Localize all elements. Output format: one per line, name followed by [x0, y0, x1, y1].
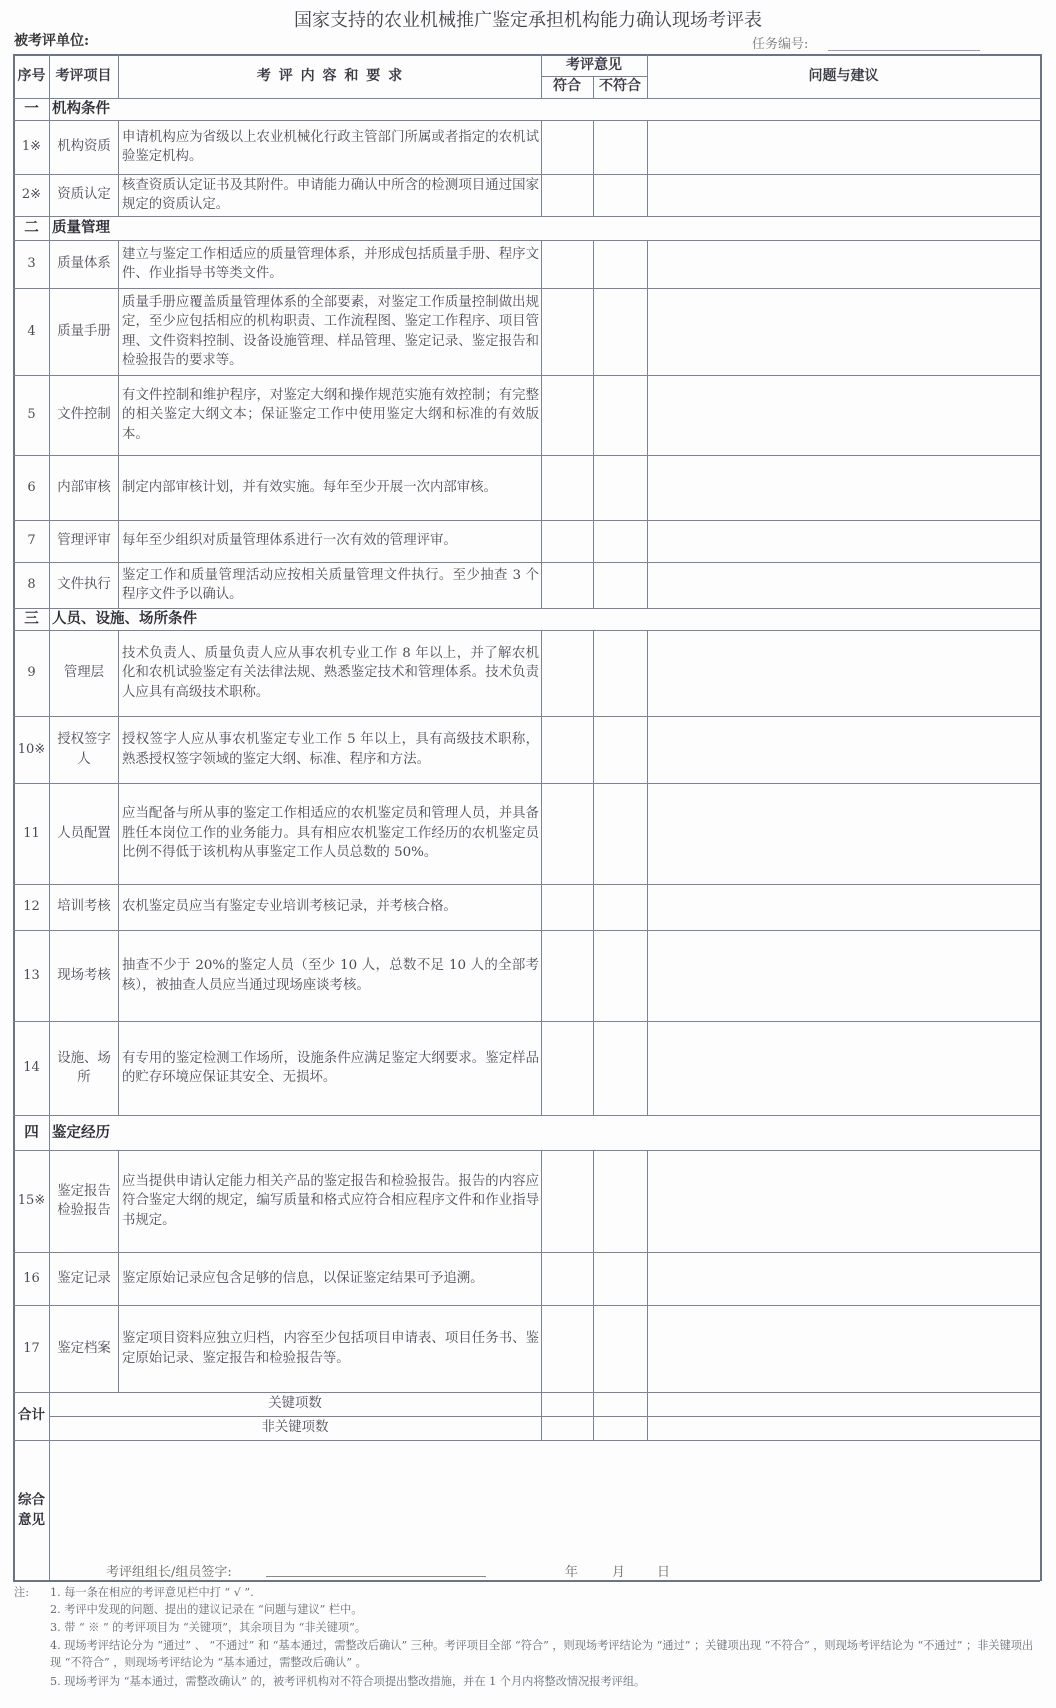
row-fail-cell[interactable] [594, 1305, 647, 1392]
summary-opinion-field[interactable] [49, 1441, 1040, 1561]
grid-line-v [49, 520, 50, 562]
row-fail-cell[interactable] [594, 930, 647, 1021]
notes-label: 注: [14, 1586, 29, 1599]
grid-line-v [1040, 54, 1042, 1581]
section-title: 鉴定经历 [52, 1123, 110, 1141]
row-fail-cell[interactable] [594, 884, 647, 930]
row-fail-cell[interactable] [594, 1252, 647, 1305]
row-issues-cell[interactable] [648, 783, 1040, 884]
col-header-seq: 序号 [17, 67, 46, 84]
grid-line-h [13, 1580, 1040, 1582]
row-seq: 15※ [17, 1193, 46, 1209]
col-header-opinion: 考评意见 [566, 56, 622, 73]
row-pass-cell[interactable] [542, 1150, 593, 1252]
note-5: 5. 现场考评为 “基本通过，需整改确认” 的，被考评机构对不符合项提出整改措施，并在 1 个月内将整改情况报考评组。 [50, 1675, 646, 1688]
row-pass-cell[interactable] [542, 884, 593, 930]
row-seq: 6 [27, 479, 36, 495]
col-header-item: 考评项目 [55, 67, 112, 84]
evaluated-unit-label: 被考评单位: [14, 33, 90, 49]
row-item: 现场考核 [57, 967, 111, 983]
row-item: 文件控制 [57, 407, 111, 423]
row-content: 建立与鉴定工作相适应的质量管理体系，并形成包括质量手册、程序文件、作业指导书等类文件。 [122, 246, 539, 281]
note-2: 2. 考评中发现的问题、提出的建议记录在 “问题与建议” 栏中。 [50, 1603, 363, 1616]
totals-label: 合计 [18, 1407, 45, 1424]
row-item: 人员配置 [57, 825, 111, 841]
row-pass-cell[interactable] [542, 455, 593, 520]
row-issues-cell[interactable] [648, 1252, 1040, 1305]
row-content: 鉴定工作和质量管理活动应按相关质量管理文件执行。至少抽查 3 个程序文件予以确认。 [122, 567, 539, 602]
grid-line-v [49, 174, 50, 216]
row-fail-cell[interactable] [594, 1150, 647, 1252]
row-content: 有文件控制和维护程序，对鉴定大纲和操作规范实施有效控制；有完整的相关鉴定大纲文本；保证鉴定工作中使用鉴定大纲和标准的有效版本。 [122, 387, 539, 442]
section-title: 质量管理 [52, 219, 110, 237]
row-content: 应当提供申请认定能力相关产品的鉴定报告和检验报告。报告的内容应符合鉴定大纲的规定，编写质量和格式应符合相应程序文件和作业指导书规定。 [122, 1173, 539, 1228]
row-item: 授权签字人 [57, 732, 111, 767]
row-content: 鉴定原始记录应包含足够的信息，以保证鉴定结果可予追溯。 [122, 1270, 484, 1286]
row-fail-cell[interactable] [594, 240, 647, 288]
row-content: 质量手册应覆盖质量管理体系的全部要素，对鉴定工作质量控制做出规定，至少应包括相应的机构职责、工作流程图、鉴定工作程序、项目管理、文件资料控制、设备设施管理、样品管理、鉴定记录、鉴定报告和检验报告的要求等。 [122, 294, 539, 368]
row-content: 授权签字人应从事农机鉴定专业工作 5 年以上，具有高级技术职称，熟悉授权签字领域的鉴定大纲、标准、程序和方法。 [122, 732, 539, 767]
row-content: 有专用的鉴定检测工作场所，设施条件应满足鉴定大纲要求。鉴定样品的贮存环境应保证其安全、无损坏。 [122, 1050, 539, 1085]
row-pass-cell[interactable] [542, 562, 593, 608]
row-fail-cell[interactable] [594, 120, 647, 174]
col-header-fail: 不符合 [599, 78, 641, 95]
grid-line-v [49, 120, 50, 174]
row-content: 制定内部审核计划，并有效实施。每年至少开展一次内部审核。 [122, 479, 497, 495]
date-day-label: 日 [657, 1565, 671, 1580]
row-seq: 1※ [21, 139, 42, 155]
row-issues-cell[interactable] [648, 240, 1040, 288]
row-item: 鉴定报告检验报告 [57, 1183, 111, 1218]
note-3: 3. 带 “ ※ ” 的考评项目为 “关键项”，其余项目为 “非关键项”。 [50, 1621, 367, 1634]
row-fail-cell[interactable] [594, 455, 647, 520]
row-item: 机构资质 [57, 139, 111, 155]
row-issues-cell[interactable] [648, 455, 1040, 520]
form-title: 国家支持的农业机械推广鉴定承担机构能力确认现场考评表 [294, 10, 762, 31]
row-issues-cell[interactable] [648, 562, 1040, 608]
grid-line-v [49, 1115, 50, 1150]
row-item: 内部审核 [57, 479, 111, 495]
row-pass-cell[interactable] [542, 1021, 593, 1115]
row-content: 农机鉴定员应当有鉴定专业培训考核记录，并考核合格。 [122, 899, 457, 915]
col-header-issues: 问题与建议 [808, 67, 879, 84]
section-number: 二 [24, 219, 39, 237]
date-year-label: 年 [565, 1565, 579, 1580]
grid-line-v [49, 1150, 50, 1252]
row-issues-cell[interactable] [648, 120, 1040, 174]
row-seq: 9 [27, 665, 36, 681]
grid-line-v [49, 1252, 50, 1305]
row-pass-cell[interactable] [542, 783, 593, 884]
row-issues-cell[interactable] [648, 716, 1040, 783]
evaluated-unit-field[interactable] [100, 30, 400, 48]
row-issues-cell[interactable] [648, 1021, 1040, 1115]
row-pass-cell[interactable] [542, 120, 593, 174]
row-issues-cell[interactable] [648, 884, 1040, 930]
task-number-label: 任务编号: [752, 37, 809, 52]
row-item: 质量手册 [57, 323, 111, 339]
row-issues-cell[interactable] [648, 375, 1040, 455]
note-1: 1. 每一条在相应的考评意见栏中打 “ √ ”. [50, 1586, 254, 1599]
row-issues-cell[interactable] [648, 630, 1040, 716]
row-seq: 13 [23, 967, 40, 983]
grid-line-v [49, 288, 50, 375]
row-content: 抽查不少于 20%的鉴定人员（至少 10 人，总数不足 10 人的全部考核），被抽查人员应当通过现场座谈考核。 [122, 958, 539, 993]
grid-line-v [49, 240, 50, 288]
grid-line-v [49, 1305, 50, 1392]
totals-key-label: 关键项数 [268, 1396, 322, 1412]
row-content: 应当配备与所从事的鉴定工作相适应的农机鉴定员和管理人员，并具备胜任本岗位工作的业务能力。具有相应农机鉴定工作经历的农机鉴定员比例不得低于该机构从事鉴定工作人员总数的 50%。 [122, 806, 539, 861]
section-number: 三 [24, 610, 39, 628]
row-pass-cell[interactable] [542, 630, 593, 716]
row-seq: 7 [27, 533, 36, 549]
row-pass-cell[interactable] [542, 174, 593, 216]
row-seq: 16 [23, 1270, 40, 1286]
row-seq: 5 [27, 407, 36, 423]
row-item: 鉴定记录 [57, 1270, 111, 1286]
row-fail-cell[interactable] [594, 562, 647, 608]
row-fail-cell[interactable] [594, 716, 647, 783]
row-pass-cell[interactable] [542, 716, 593, 783]
row-fail-cell[interactable] [594, 520, 647, 562]
row-issues-cell[interactable] [648, 174, 1040, 216]
grid-line-v [49, 216, 50, 240]
row-content: 申请机构应为省级以上农业机械化行政主管部门所属或者指定的农机试验鉴定机构。 [122, 129, 539, 164]
col-header-content: 考 评 内 容 和 要 求 [256, 67, 403, 84]
totals-key-issues-cell[interactable] [647, 1392, 1040, 1416]
row-content: 技术负责人、质量负责人应从事农机专业工作 8 年以上，并了解农机化和农机试验鉴定有关法律法规、熟悉鉴定技术和管理体系。技术负责人应具有高级技术职称。 [122, 645, 539, 700]
row-item: 管理层 [63, 665, 105, 681]
section-number: 四 [24, 1123, 39, 1141]
totals-nonkey-issues-cell[interactable] [647, 1416, 1040, 1440]
totals-nonkey-pass-cell[interactable] [541, 1416, 593, 1440]
signature-field[interactable] [266, 1576, 486, 1577]
row-item: 文件执行 [57, 577, 111, 593]
row-seq: 17 [23, 1340, 40, 1356]
grid-line-v [49, 375, 50, 455]
row-fail-cell[interactable] [594, 1021, 647, 1115]
row-seq: 11 [23, 825, 40, 841]
row-pass-cell[interactable] [542, 375, 593, 455]
grid-line-v [49, 98, 50, 120]
row-issues-cell[interactable] [648, 1305, 1040, 1392]
row-item: 鉴定档案 [57, 1340, 111, 1356]
row-pass-cell[interactable] [542, 930, 593, 1021]
section-title: 人员、设施、场所条件 [52, 610, 197, 628]
row-issues-cell[interactable] [648, 288, 1040, 375]
row-seq: 2※ [21, 187, 42, 203]
row-issues-cell[interactable] [648, 520, 1040, 562]
grid-line-v [49, 455, 50, 520]
row-item: 质量体系 [57, 256, 111, 272]
grid-line-v [49, 1021, 50, 1115]
col-header-pass: 符合 [553, 78, 581, 95]
row-pass-cell[interactable] [542, 288, 593, 375]
grid-line-v [49, 630, 50, 716]
row-fail-cell[interactable] [594, 174, 647, 216]
grid-line-v [49, 716, 50, 783]
row-item: 资质认定 [57, 187, 111, 203]
row-seq: 10※ [17, 741, 46, 757]
row-seq: 4 [27, 323, 36, 339]
row-seq: 8 [27, 577, 36, 593]
row-content: 核查资质认定证书及其附件。申请能力确认中所含的检测项目通过国家规定的资质认定。 [122, 177, 539, 212]
grid-line-v [49, 930, 50, 1021]
row-seq: 14 [23, 1060, 40, 1076]
section-number: 一 [24, 100, 39, 118]
row-issues-cell[interactable] [648, 930, 1040, 1021]
grid-line-v [49, 608, 50, 630]
note-4: 4. 现场考评结论分为 “通过” 、 “不通过” 和 “基本通过，需整改后确认” 三种。考评项目全部 “符合” ，则现场考评结论为 “通过” ；关键项出现 “不符合” ，则现场考评结论为 “不通过” ；非关键项出现 “不符合” ，则现场考评结论为 “基本通过，需整改后确认” 。 [50, 1639, 1034, 1669]
row-pass-cell[interactable] [542, 240, 593, 288]
grid-line-v [49, 884, 50, 930]
row-pass-cell[interactable] [542, 520, 593, 562]
summary-label: 综合意见 [18, 1492, 45, 1528]
row-content: 每年至少组织对质量管理体系进行一次有效的管理评审。 [122, 533, 457, 549]
totals-nonkey-fail-cell[interactable] [593, 1416, 647, 1440]
totals-nonkey-label: 非关键项数 [261, 1420, 329, 1436]
row-fail-cell[interactable] [594, 375, 647, 455]
row-fail-cell[interactable] [594, 783, 647, 884]
row-pass-cell[interactable] [542, 1305, 593, 1392]
grid-line-v [49, 562, 50, 608]
row-seq: 3 [27, 256, 36, 272]
row-seq: 12 [23, 899, 40, 915]
row-item: 培训考核 [57, 899, 111, 915]
grid-line-v [49, 783, 50, 884]
totals-key-fail-cell[interactable] [593, 1392, 647, 1416]
section-title: 机构条件 [52, 100, 110, 118]
row-issues-cell[interactable] [648, 1150, 1040, 1252]
row-item: 设施、场所 [57, 1050, 111, 1085]
totals-key-pass-cell[interactable] [541, 1392, 593, 1416]
row-pass-cell[interactable] [542, 1252, 593, 1305]
row-fail-cell[interactable] [594, 630, 647, 716]
date-month-label: 月 [612, 1565, 626, 1580]
signature-label: 考评组组长/组员签字: [106, 1565, 232, 1580]
row-fail-cell[interactable] [594, 288, 647, 375]
task-number-field[interactable] [828, 50, 980, 51]
row-content: 鉴定项目资料应独立归档，内容至少包括项目申请表、项目任务书、鉴定原始记录、鉴定报告和检验报告等。 [122, 1331, 539, 1366]
row-item: 管理评审 [57, 533, 111, 549]
